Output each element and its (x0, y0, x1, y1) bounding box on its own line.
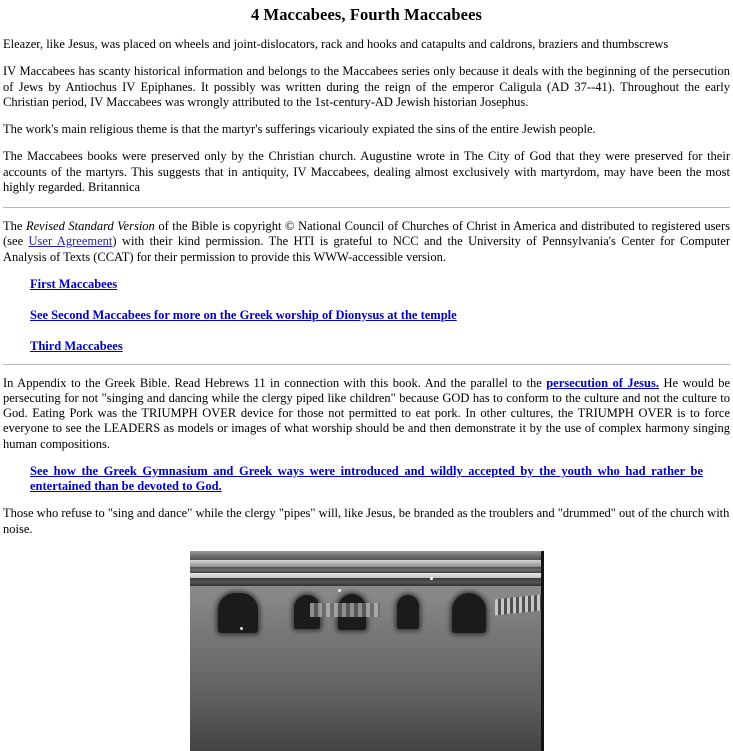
third-maccabees-link[interactable]: Third Maccabees (30, 339, 123, 354)
horizontal-rule-bottom (3, 364, 730, 365)
document-page (0, 5, 733, 751)
photo-band-dark-2 (190, 578, 544, 586)
link-line-third-maccabees (3, 339, 730, 354)
horizontal-rule-top (3, 207, 730, 208)
appendix-text-part-1: In Appendix to the Greek Bible. Read Hebrews 11 in connection with this book. And the parallel to the (3, 375, 547, 390)
appendix-text-part-2: He would be persecuting for not "singing and dancing while the clergy piped like children" because GOD has to conform to the culture and not the culture to God. Eating Pork was the TRIUMPH OVER device for those not permitted to eat pork. In other cultures, the TRIUMPH OVER is to force everyone to see the LEADERS as models or images of what worship should be and then demonstrate it by the use of complex harmony singing human compositions. (3, 375, 730, 451)
photo-arch-opening (218, 593, 258, 633)
photo-right-edge-shadow (541, 551, 544, 751)
user-agreement-link[interactable]: User Agreement (28, 234, 113, 249)
paragraph-appendix (3, 376, 730, 452)
paragraph-preservation: The Maccabees books were preserved only by the Christian church. Augustine wrote in The City of God that they were preserved for their accounts of the martyrs. This suggests that in antiquity, IV Maccabees, dealing almost exclusively with martyrdom, may have been the most highly regarded. Britannica (3, 149, 730, 194)
photo-rubble-detail (310, 603, 380, 617)
paragraph-intro: Eleazer, like Jesus, was placed on wheels and joint-dislocators, rack and hooks and catapults and caldrons, braziers and thumbscrews (3, 37, 669, 52)
paragraph-history: IV Maccabees has scanty historical information and belongs to the Maccabees series only because it deals with the beginning of the persecution of Jews by Antiochus IV Epiphanes. It possibly was written during the reign of the emperor Caligula (AD 37--41). Throughout the early Christian period, IV Maccabees was wrongly attributed to the 1st-century-AD Jewish historian Josephus. (3, 64, 730, 109)
link-line-second-maccabees (3, 308, 730, 323)
copyright-text-part-1: The (3, 219, 26, 234)
ruins-photograph (190, 551, 544, 751)
bible-version-title: Revised Standard Version (25, 219, 155, 234)
first-maccabees-link[interactable]: First Maccabees (30, 276, 118, 291)
figure-container (3, 551, 730, 751)
photo-highlight-speck (240, 627, 243, 630)
paragraph-copyright (3, 219, 730, 265)
copyright-text-part-2: of the Bible is copyright © National Council of Churches of Christ in America and distributed to registered users (see (3, 219, 731, 249)
second-maccabees-link[interactable]: See Second Maccabees for more on the Greek worship of Dionysus at the temple (30, 308, 457, 323)
paragraph-closing: Those who refuse to "sing and dance" while the clergy "pipes" will, like Jesus, be branded as the troublers and "drummed" out of the church with noise. (3, 506, 730, 536)
link-line-first-maccabees (3, 277, 730, 292)
copyright-text-part-3: ) with their kind permission. The HTI is grateful to NCC and the University of Pennsylvania's Center for Computer Analysis of Texts (CCAT) for their permission to provide this WWW-accessible version. (3, 234, 730, 264)
photo-band-light-1 (190, 560, 544, 567)
photo-band-sky (190, 551, 544, 560)
paragraph-gymnasium-link (3, 464, 730, 495)
photo-highlight-speck (338, 589, 341, 592)
paragraph-theme: The work's main religious theme is that the martyr's sufferings vicariouly expiated the sins of the entire Jewish people. (3, 122, 596, 137)
page-title: 4 Maccabees, Fourth Maccabees (250, 5, 483, 24)
maccabees-link-list (3, 277, 730, 355)
persecution-of-jesus-link[interactable]: persecution of Jesus. (546, 375, 659, 390)
photo-arch-opening (452, 593, 486, 633)
greek-gymnasium-link[interactable]: See how the Greek Gymnasium and Greek ways were introduced and wildly accepted by the youth who had rather be entertained than be devoted to God. (30, 463, 703, 494)
photo-highlight-speck (430, 577, 433, 580)
